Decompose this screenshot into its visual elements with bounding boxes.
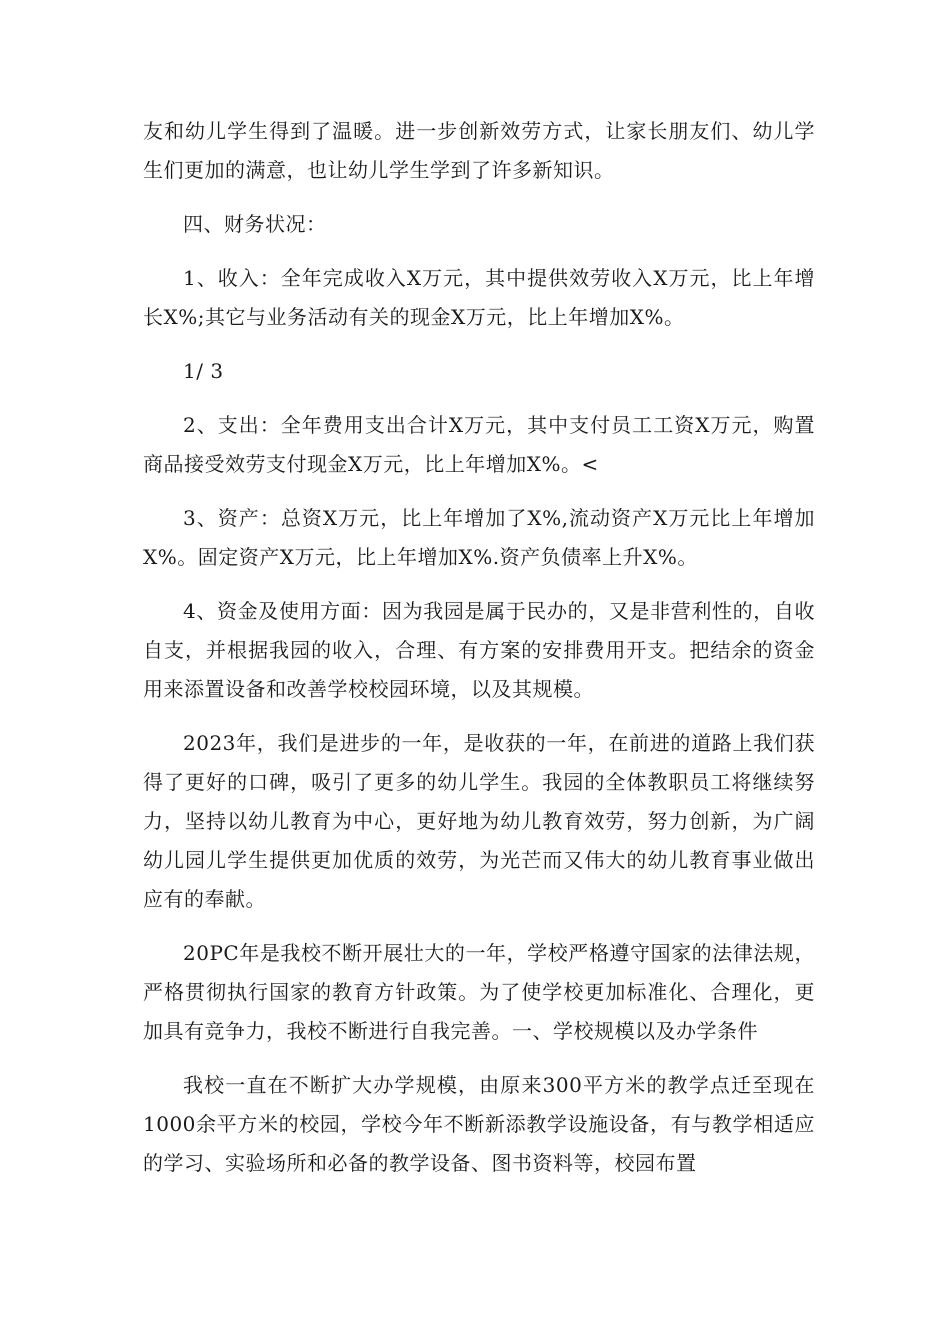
- paragraph-income: 1、收入：全年完成收入X万元，其中提供效劳收入X万元，比上年增长X%;其它与业务活动有关的现金X万元，比上年增加X%。: [143, 266, 815, 329]
- page-number: 1/ 3: [183, 359, 224, 383]
- paragraph-expenses: 2、支出：全年费用支出合计X万元，其中支付员工工资X万元，购置商品接受效劳支付现金X万元，比上年增加X%。<: [143, 413, 815, 476]
- document-body: [143, 112, 815, 1198]
- paragraph-year-summary: 2023年，我们是进步的一年，是收获的一年，在前进的道路上我们获得了更好的口碑，吸引了更多的幼儿学生。我园的全体教职员工将继续努力，坚持以幼儿教育为中心，更好地为幼儿教育效劳，努力创新，为广阔幼儿园儿学生提供更加优质的效劳，为光芒而又伟大的幼儿教育事业做出应有的奉献。: [143, 731, 815, 911]
- paragraph-school-scale: 我校一直在不断扩大办学规模，由原来300平方米的教学点迁至现在1000余平方米的校园，学校今年不断新添教学设施设备，有与教学相适应的学习、实验场所和必备的教学设备、图书资料等，校园布置: [143, 1073, 815, 1175]
- paragraph-continuation: 友和幼儿学生得到了温暖。进一步创新效劳方式，让家长朋友们、幼儿学生们更加的满意，也让幼儿学生学到了许多新知识。: [143, 119, 815, 182]
- paragraph-funds-usage: 4、资金及使用方面：因为我园是属于民办的，又是非营利性的，自收自支，并根据我园的收入，合理、有方案的安排费用开支。把结余的资金用来添置设备和改善学校校园环境，以及其规模。: [143, 599, 815, 701]
- paragraph-assets: 3、资产：总资X万元，比上年增加了X%,流动资产X万元比上年增加X%。固定资产X万元，比上年增加X%.资产负债率上升X%。: [143, 506, 815, 569]
- section-heading-finance: 四、财务状况：: [183, 212, 327, 236]
- paragraph-school-development: 20PC年是我校不断开展壮大的一年，学校严格遵守国家的法律法规，严格贯彻执行国家的教育方针政策。为了使学校更加标准化、合理化，更加具有竞争力，我校不断进行自我完善。一、学校规模以及办学条件: [143, 941, 815, 1043]
